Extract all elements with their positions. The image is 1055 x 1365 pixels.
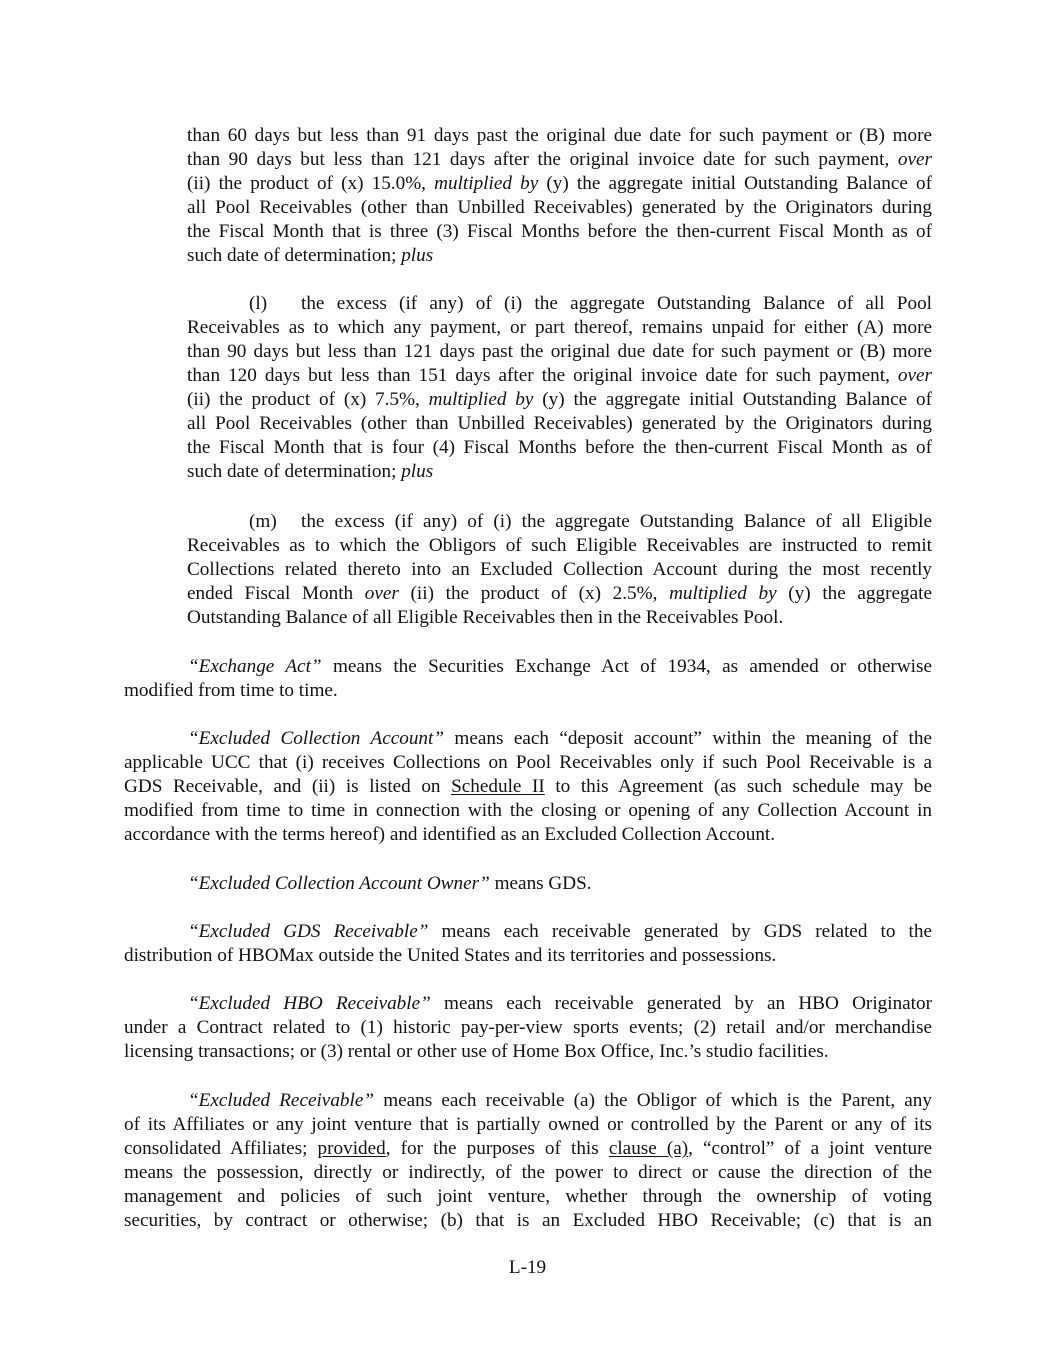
text-segment: licensing transactions; or (3) rental or other use of Home Box Office, Inc.’s studio facilities. — [124, 1041, 829, 1062]
text-segment: GDS Receivable, and (ii) is listed on — [124, 776, 452, 797]
text-line — [187, 292, 932, 316]
text-line — [124, 1089, 932, 1113]
text-line — [124, 1185, 932, 1209]
italic-term: “Exchange Act” — [188, 656, 322, 677]
italic-term: “Excluded GDS Receivable” — [188, 921, 429, 942]
text-segment: means the Securities Exchange Act of 1934, as amended or otherwise — [321, 656, 932, 677]
text-line — [124, 727, 932, 751]
definition-excluded-gds-receivable — [124, 920, 932, 968]
text-segment: securities, by contract or otherwise; (b) that is an Excluded HBO Receivable; (c) that is an — [124, 1210, 932, 1231]
text-line — [124, 655, 932, 679]
text-line — [124, 775, 932, 799]
italic-term: over — [364, 583, 399, 604]
text-segment: under a Contract related to (1) historic pay-per-view sports events; (2) retail and/or merchandise — [124, 1017, 932, 1038]
text-segment: modified from time to time in connection with the closing or opening of any Collection Account in — [124, 800, 932, 821]
text-line — [187, 364, 932, 388]
italic-term: “Excluded Collection Account Owner” — [188, 873, 490, 894]
text-line — [124, 1040, 932, 1064]
definition-excluded-receivable — [124, 1089, 932, 1233]
italic-term: “Excluded Receivable” — [188, 1090, 375, 1111]
text-segment: the Fiscal Month that is three (3) Fiscal Months before the then-current Fiscal Month as of — [187, 221, 932, 242]
text-line — [124, 751, 932, 775]
clause-m — [187, 510, 932, 630]
text-segment: all Pool Receivables (other than Unbilled Receivables) generated by the Originators during — [187, 197, 932, 218]
definition-excluded-collection-account — [124, 727, 932, 847]
text-segment: applicable UCC that (i) receives Collections on Pool Receivables only if such Pool Receivable is a — [124, 752, 932, 773]
text-segment: (ii) the product of (x) 15.0%, — [187, 173, 435, 194]
text-segment: (ii) the product of (x) 2.5%, — [398, 583, 670, 604]
italic-term: multiplied by — [428, 389, 534, 410]
italic-term: “Excluded HBO Receivable” — [188, 993, 431, 1014]
text-line — [187, 606, 932, 630]
text-line — [187, 172, 932, 196]
text-line — [187, 558, 932, 582]
italic-term: over — [897, 149, 932, 170]
text-segment: Receivables as to which the Obligors of such Eligible Receivables are instructed to remit — [187, 535, 932, 556]
underlined-reference: provided — [317, 1138, 386, 1159]
italic-term: multiplied by — [669, 583, 777, 604]
text-segment: means each receivable generated by an HBO Originator — [430, 993, 932, 1014]
text-line — [187, 582, 932, 606]
text-segment: ended Fiscal Month — [187, 583, 365, 604]
text-segment: accordance with the terms hereof) and identified as an Excluded Collection Account. — [124, 824, 776, 845]
text-segment: means GDS. — [489, 873, 592, 894]
text-segment: modified from time to time. — [124, 680, 338, 701]
text-line — [187, 220, 932, 244]
clause-k-continuation — [187, 124, 932, 268]
text-segment: means each receivable (a) the Obligor of which is the Parent, any — [374, 1090, 932, 1111]
text-segment: than 60 days but less than 91 days past the original due date for such payment or (B) more — [187, 125, 932, 146]
underlined-reference: clause (a) — [608, 1138, 689, 1159]
text-segment: Outstanding Balance of all Eligible Receivables then in the Receivables Pool. — [187, 607, 784, 628]
text-segment: (y) the aggregate — [776, 583, 932, 604]
text-line — [187, 196, 932, 220]
text-line — [187, 412, 932, 436]
text-line — [124, 872, 932, 896]
text-segment: distribution of HBOMax outside the United States and its territories and possessions. — [124, 945, 777, 966]
text-segment: (ii) the product of (x) 7.5%, — [187, 389, 429, 410]
text-segment: means each receivable generated by GDS related to the — [428, 921, 932, 942]
clause-l — [187, 292, 932, 484]
text-segment: than 90 days but less than 121 days after the original invoice date for such payment, — [187, 149, 898, 170]
text-segment: means the possession, directly or indirectly, of the power to direct or cause the direction of the — [124, 1162, 932, 1183]
text-segment: Receivables as to which any payment, or part thereof, remains unpaid for either (A) more — [187, 317, 932, 338]
definition-excluded-hbo-receivable — [124, 992, 932, 1064]
text-line — [187, 244, 932, 268]
text-segment: management and policies of such joint venture, whether through the ownership of voting — [124, 1186, 932, 1207]
text-line — [124, 679, 932, 703]
text-line — [124, 1209, 932, 1233]
underlined-reference: Schedule II — [451, 776, 545, 797]
text-segment: Collections related thereto into an Excluded Collection Account during the most recently — [187, 559, 932, 580]
text-line — [124, 1137, 932, 1161]
text-line — [124, 992, 932, 1016]
text-line — [187, 124, 932, 148]
text-line — [187, 148, 932, 172]
page-number: L-19 — [508, 1257, 547, 1278]
text-segment: consolidated Affiliates; — [124, 1138, 318, 1159]
text-segment: than 120 days but less than 151 days after the original invoice date for such payment, — [187, 365, 898, 386]
text-segment: to this Agreement (as such schedule may be — [544, 776, 932, 797]
text-line — [124, 1016, 932, 1040]
text-line — [124, 1161, 932, 1185]
text-line — [187, 534, 932, 558]
italic-term: plus — [401, 245, 434, 266]
text-segment: (y) the aggregate initial Outstanding Balance of — [538, 173, 933, 194]
clause-marker: (l) — [249, 293, 268, 314]
text-line — [187, 510, 932, 534]
text-line — [187, 316, 932, 340]
text-segment: , “control” of a joint venture — [688, 1138, 932, 1159]
italic-term: multiplied by — [434, 173, 539, 194]
italic-term: plus — [401, 461, 434, 482]
text-segment: the Fiscal Month that is four (4) Fiscal Months before the then-current Fiscal Month as of — [187, 437, 932, 458]
text-line — [187, 460, 932, 484]
definition-excluded-collection-account-owner — [124, 872, 932, 896]
clause-marker: (m) — [249, 511, 277, 532]
text-segment: all Pool Receivables (other than Unbilled Receivables) generated by the Originators during — [187, 413, 932, 434]
text-line — [187, 436, 932, 460]
italic-term: “Excluded Collection Account” — [188, 728, 445, 749]
text-line — [187, 340, 932, 364]
text-line — [124, 944, 932, 968]
definition-exchange-act — [124, 655, 932, 703]
text-segment: (y) the aggregate initial Outstanding Balance of — [533, 389, 933, 410]
text-line — [124, 920, 932, 944]
text-line — [124, 799, 932, 823]
text-line — [124, 1113, 932, 1137]
text-segment: than 90 days but less than 121 days past the original due date for such payment or (B) more — [187, 341, 932, 362]
text-segment: means each “deposit account” within the meaning of the — [444, 728, 932, 749]
text-segment: such date of determination; — [187, 245, 402, 266]
text-segment: the excess (if any) of (i) the aggregate Outstanding Balance of all Eligible — [301, 511, 932, 532]
text-segment: such date of determination; — [187, 461, 402, 482]
text-line — [187, 388, 932, 412]
italic-term: over — [897, 365, 932, 386]
text-line — [124, 823, 932, 847]
text-segment: the excess (if any) of (i) the aggregate Outstanding Balance of all Pool — [301, 293, 932, 314]
text-segment: , for the purposes of this — [385, 1138, 609, 1159]
text-segment: of its Affiliates or any joint venture that is partially owned or controlled by the Parent or any of its — [124, 1114, 932, 1135]
